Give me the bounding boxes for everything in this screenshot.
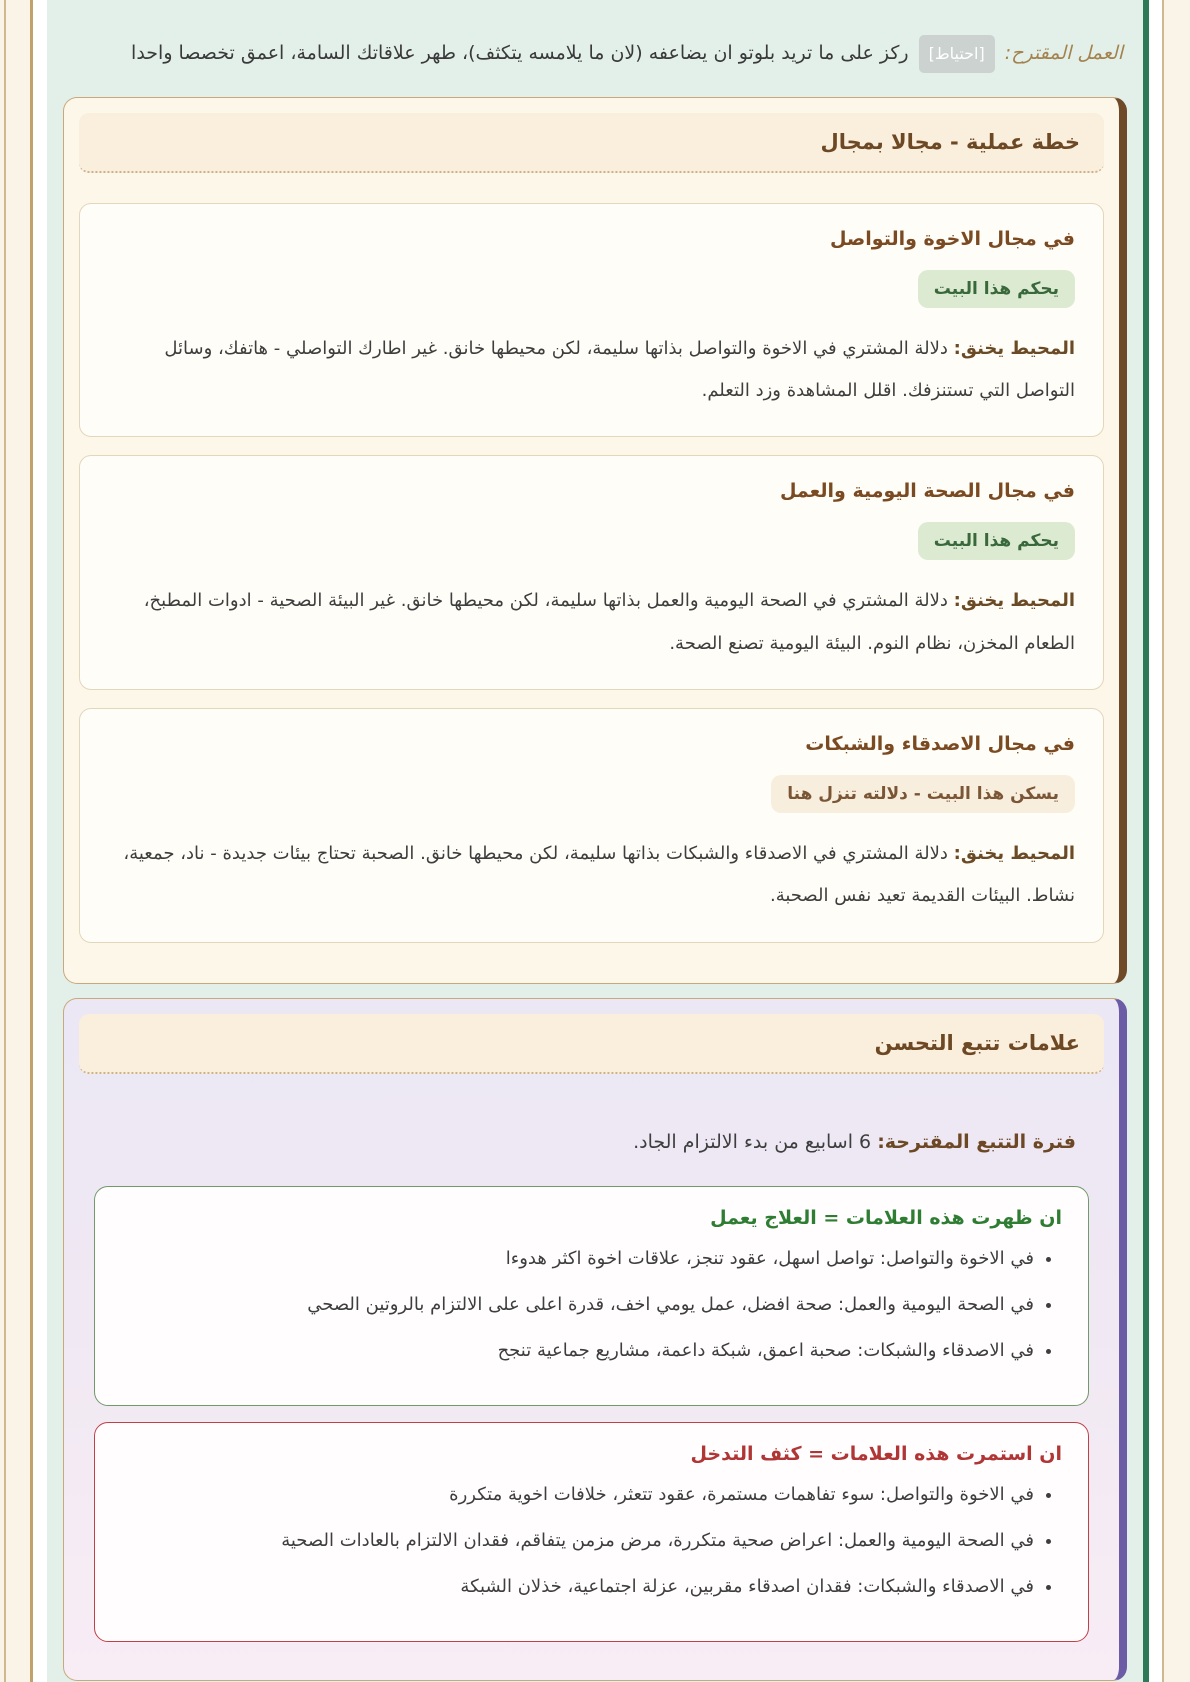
tracking-card-body bbox=[64, 1074, 1119, 1680]
positive-signals-list bbox=[121, 1241, 1062, 1369]
house-resident-badge: يسكن هذا البيت - دلالته تنزل هنا bbox=[771, 775, 1075, 813]
plan-section-title: في مجال الاصدقاء والشبكات bbox=[805, 733, 1075, 756]
plan-section-body: المحيط يخنق: دلالة المشتري في الاصدقاء والشبكات بذاتها سليمة، لكن محيطها خانق. الصحبة تحتاج بيئات جديدة - ناد، جمعية، نشاط. البيئات القديمة تعيد نفس الصحبة. bbox=[123, 843, 1075, 907]
plan-section-siblings-communication bbox=[79, 203, 1104, 438]
tracking-card-header bbox=[79, 1014, 1104, 1074]
suggested-action-text: ركز على ما تريد بلوتو ان يضاعفه (لان ما يلامسه يتكثف)، طهر علاقاتك السامة، اعمق تخصصا واحدا bbox=[131, 42, 909, 64]
plan-section-lead: المحيط يخنق: bbox=[953, 590, 1075, 612]
caution-badge: [احتياط] bbox=[919, 35, 995, 73]
list-item: • في الاخوة والتواصل: سوء تفاهمات مستمرة، عقود تتعثر، خلافات اخوية متكررة bbox=[121, 1477, 1034, 1513]
negative-signals-box bbox=[94, 1422, 1089, 1642]
plan-section-title: في مجال الصحة اليومية والعمل bbox=[779, 480, 1075, 503]
plan-section-body: المحيط يخنق: دلالة المشتري في الاخوة والتواصل بذاتها سليمة، لكن محيطها خانق. غير اطارك التواصلي - هاتفك، وسائل التواصل التي تستنزفك. اقلل المشاهدة وزد التعلم. bbox=[164, 337, 1075, 402]
plan-section-lead: المحيط يخنق: bbox=[953, 843, 1075, 865]
tracking-period-label: فترة التتبع المقترحة: bbox=[877, 1130, 1076, 1153]
action-plan-card bbox=[63, 97, 1127, 984]
house-ruler-badge: يحكم هذا البيت bbox=[918, 270, 1075, 308]
plan-section-friends-networks bbox=[79, 708, 1104, 943]
negative-signals-title: ان استمرت هذه العلامات = كثف التدخل bbox=[690, 1442, 1062, 1465]
list-item: • في الصحة اليومية والعمل: اعراض صحية متكررة، مرض مزمن يتفاقم، فقدان الالتزام بالعادات الصحية bbox=[121, 1523, 1034, 1559]
plan-section-title: في مجال الاخوة والتواصل bbox=[829, 227, 1075, 250]
plan-section-lead: المحيط يخنق: bbox=[953, 337, 1075, 359]
positive-signals-title: ان ظهرت هذه العلامات = العلاج يعمل bbox=[710, 1206, 1062, 1229]
frame-gap-left bbox=[33, 0, 47, 1682]
tracking-period: فترة التتبع المقترحة: 6 اسابيع من بدء الالتزام الجاد. bbox=[633, 1130, 1076, 1153]
negative-signals-list bbox=[121, 1477, 1062, 1605]
action-plan-card-body bbox=[64, 173, 1119, 983]
action-plan-title: خطة عملية - مجالا بمجال bbox=[820, 129, 1080, 154]
house-ruler-badge: يحكم هذا البيت bbox=[918, 522, 1075, 560]
frame-line-outer-right bbox=[1162, 0, 1164, 1682]
plan-section-body: المحيط يخنق: دلالة المشتري في الصحة اليومية والعمل بذاتها سليمة، لكن محيطها خانق. غير البيئة الصحية - ادوات المطبخ، الطعام المخزن، نظام النوم. البيئة اليومية تصنع الصحة. bbox=[143, 590, 1075, 654]
list-item: • في الاخوة والتواصل: تواصل اسهل، عقود تنجز، علاقات اخوة اكثر هدوءا bbox=[121, 1241, 1034, 1277]
list-item: • في الاصدقاء والشبكات: فقدان اصدقاء مقربين، عزلة اجتماعية، خذلان الشبكة bbox=[121, 1569, 1034, 1605]
suggested-action-label: العمل المقترح: bbox=[1004, 42, 1123, 64]
plan-section-daily-health-work bbox=[79, 455, 1104, 690]
list-item: • في الصحة اليومية والعمل: صحة افضل، عمل يومي اخف، قدرة اعلى على الالتزام بالروتين الصحي bbox=[121, 1287, 1034, 1323]
positive-signals-box bbox=[94, 1186, 1089, 1406]
list-item: • في الاصدقاء والشبكات: صحبة اعمق، شبكة داعمة، مشاريع جماعية تنجح bbox=[121, 1333, 1034, 1369]
frame-line-outer-left bbox=[4, 0, 6, 1682]
improvement-tracking-card bbox=[63, 998, 1127, 1681]
content-area bbox=[47, 0, 1143, 1682]
action-plan-card-header bbox=[79, 113, 1104, 173]
tracking-card-title: علامات تتبع التحسن bbox=[874, 1030, 1080, 1055]
frame-gap-right bbox=[1149, 0, 1162, 1682]
suggested-action-paragraph bbox=[47, 19, 1143, 78]
